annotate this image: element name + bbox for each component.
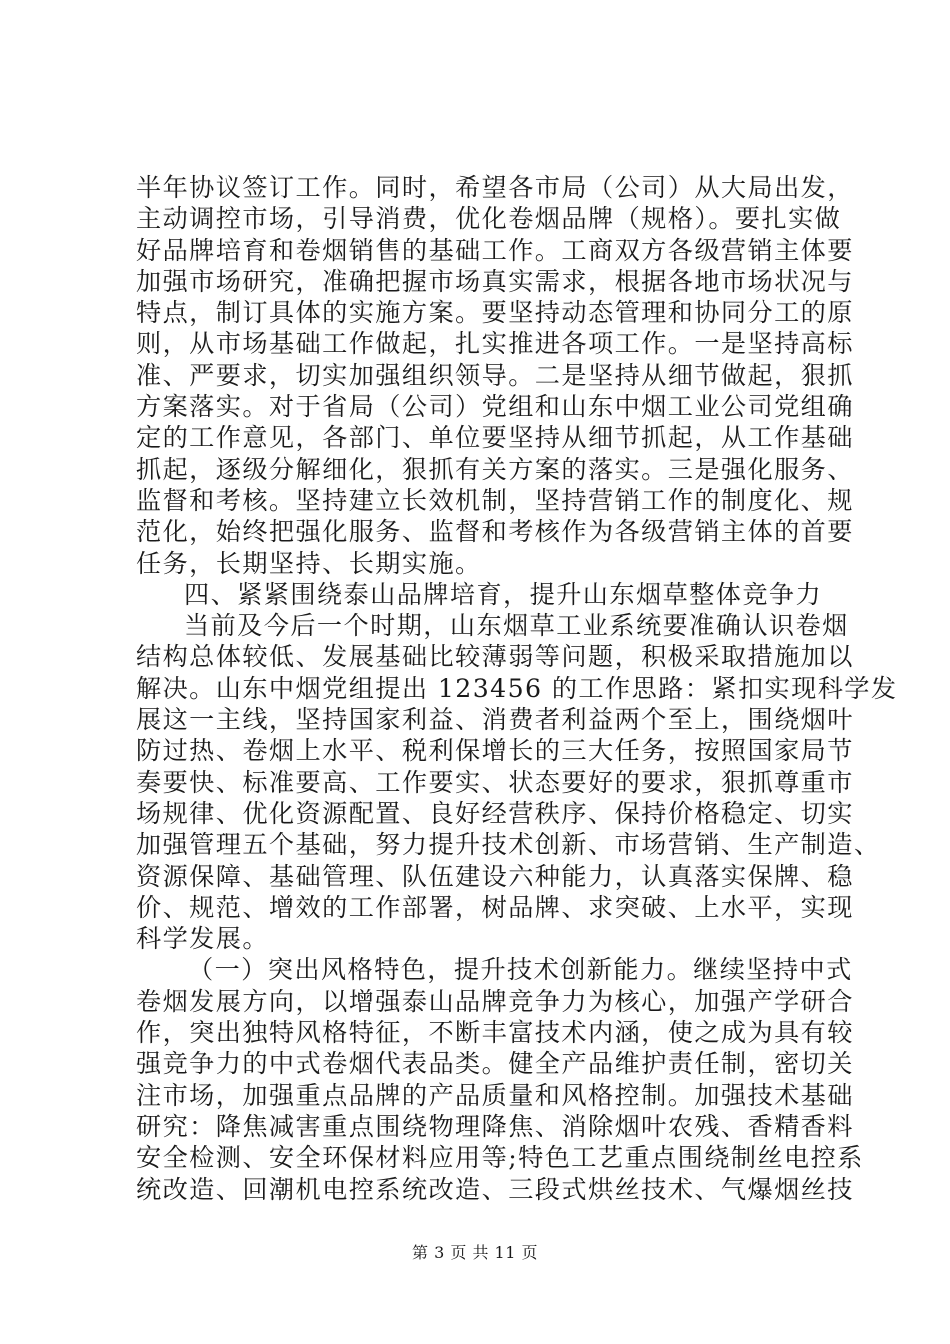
text-line: 特点，制订具体的实施方案。要坚持动态管理和协同分工的原 [136,298,854,328]
text-line: 资源保障、基础管理、队伍建设六种能力，认真落实保牌、稳 [136,861,854,891]
text-line: 监督和考核。坚持建立长效机制，坚持营销工作的制度化、规 [136,485,854,515]
text-line: 半年协议签订工作。同时，希望各市局（公司）从大局出发， [136,173,854,202]
text-line: 统改造、回潮机电控系统改造、三段式烘丝技术、气爆烟丝技 [136,1174,854,1204]
text-line: 任务，长期坚持、长期实施。 [136,548,482,578]
text-line: 抓起，逐级分解细化，狠抓有关方案的落实。三是强化服务、 [136,454,854,484]
text-line: 研究：降焦减害重点围绕物理降焦、消除烟叶农残、香精香料 [136,1111,854,1141]
text-line: 作，突出独特风格特征，不断丰富技术内涵，使之成为具有较 [136,1018,854,1048]
text-line: 展这一主线，坚持国家利益、消费者利益两个至上，围绕烟叶 [136,705,854,735]
text-line: 防过热、卷烟上水平、税利保增长的三大任务，按照国家局节 [136,736,854,766]
text-line: 好品牌培育和卷烟销售的基础工作。工商双方各级营销主体要 [136,235,854,265]
text-line: 方案落实。对于省局（公司）党组和山东中烟工业公司党组确 [136,392,854,422]
text-line: 强竞争力的中式卷烟代表品类。健全产品维护责任制，密切关 [136,1049,854,1079]
text-line: 解决。山东中烟党组提出 123456 的工作思路：紧扣实现科学发 [136,673,898,703]
text-line: 科学发展。 [136,924,269,954]
text-line: 加强市场研究，准确把握市场真实需求，根据各地市场状况与 [136,266,854,296]
text-line: 加强管理五个基础，努力提升技术创新、市场营销、生产制造、 [136,830,881,860]
text-line: 结构总体较低、发展基础比较薄弱等问题，积极采取措施加以 [136,642,854,672]
text-line: 奏要快、标准要高、工作要实、状态要好的要求，狠抓尊重市 [136,767,854,797]
text-line: 场规律、优化资源配置、良好经营秩序、保持价格稳定、切实 [136,798,854,828]
page-number-footer: 第 3 页 共 11 页 [412,1243,538,1262]
text-line: 安全检测、安全环保材料应用等;特色工艺重点围绕制丝电控系 [136,1143,864,1173]
text-line: 价、规范、增效的工作部署，树品牌、求突破、上水平，实现 [136,892,854,922]
text-line: 卷烟发展方向，以增强泰山品牌竞争力为核心，加强产学研合 [136,986,854,1016]
section-heading: 四、紧紧围绕泰山品牌培育，提升山东烟草整体竞争力 [184,579,823,609]
subsection-heading: （一）突出风格特色，提升技术创新能力。继续坚持中式 [188,955,853,985]
body-text [136,172,898,1205]
text-line: 主动调控市场，引导消费，优化卷烟品牌（规格）。要扎实做 [136,204,842,234]
text-line: 准、严要求，切实加强组织领导。二是坚持从细节做起，狠抓 [136,360,854,390]
text-line: 则，从市场基础工作做起，扎实推进各项工作。一是坚持高标 [136,329,854,359]
text-line: 当前及今后一个时期，山东烟草工业系统要准确认识卷烟 [184,611,849,641]
text-line: 定的工作意见，各部门、单位要坚持从细节抓起，从工作基础 [136,423,854,453]
text-line: 注市场，加强重点品牌的产品质量和风格控制。加强技术基础 [136,1080,854,1110]
text-line: 范化，始终把强化服务、监督和考核作为各级营销主体的首要 [136,517,854,547]
